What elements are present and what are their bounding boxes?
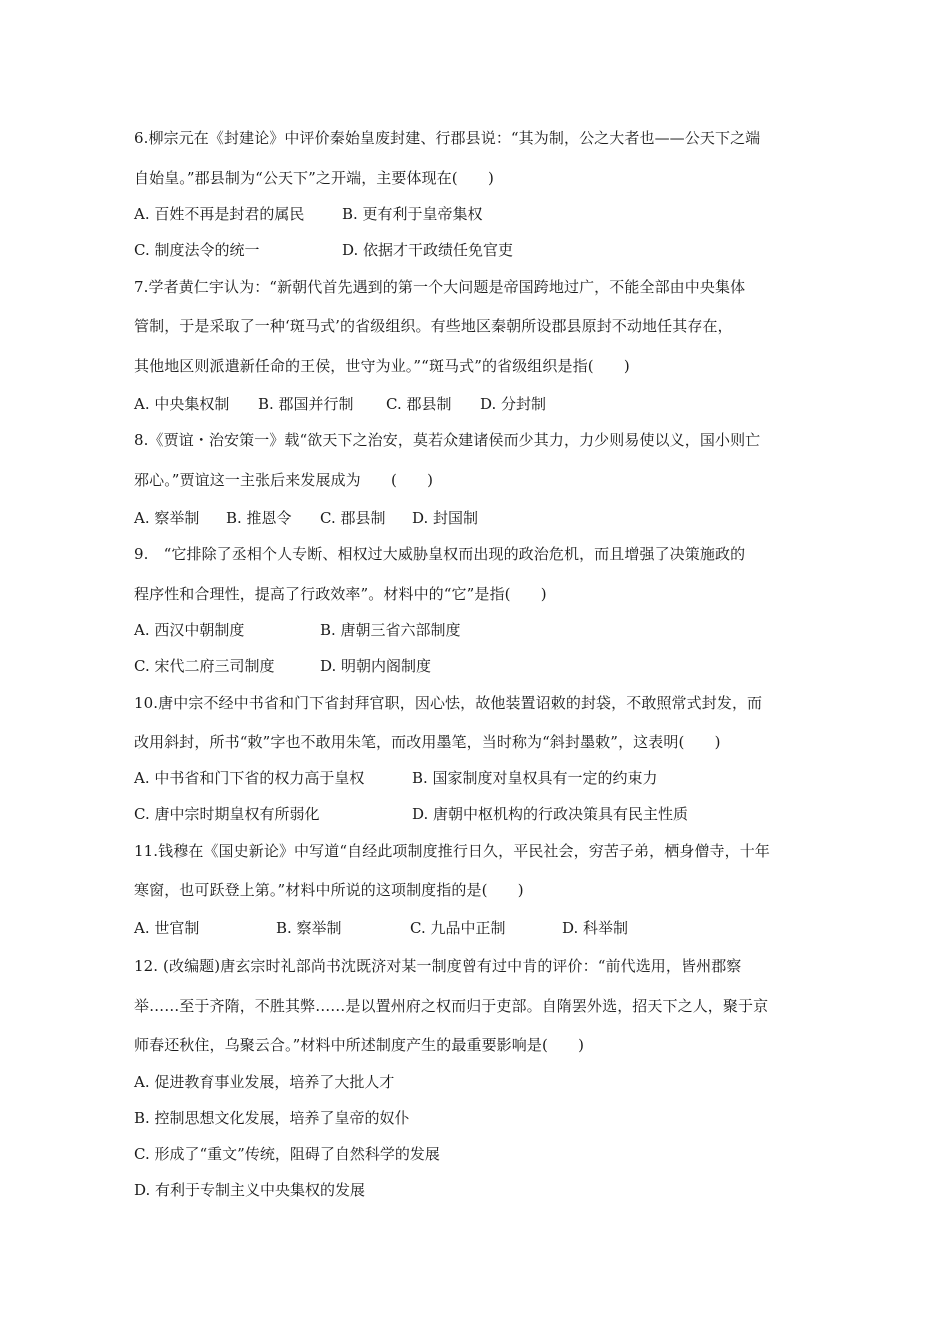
q11-line-2: 寒窗，也可跃登上第。”材料中所说的这项制度指的是( )	[134, 881, 524, 899]
q7-line-3: 其他地区则派遣新任命的王侯，世守为业。”“斑马式”的省级组织是指( )	[134, 357, 630, 375]
q9-line-2: 程序性和合理性，提高了行政效率”。材料中的“它”是指( )	[134, 585, 547, 603]
q6-option-d: D. 依据才干政绩任免官吏	[342, 241, 514, 259]
q6-option-c: C. 制度法令的统一	[134, 241, 260, 259]
q9-option-d: D. 明朝内阁制度	[320, 657, 432, 675]
q6-line-1: 6.柳宗元在《封建论》中评价秦始皇废封建、行郡县说：“其为制，公之大者也——公天下之端	[134, 129, 761, 147]
q8-line-1: 8.《贾谊・治安策一》载“欲天下之治安，莫若众建诸侯而少其力，力少则易使以义，国小则亡	[134, 431, 761, 449]
q12-option-d: D. 有利于专制主义中央集权的发展	[134, 1181, 366, 1199]
q8-option-a: A. 察举制	[134, 509, 200, 527]
q8-option-b: B. 推恩令	[226, 509, 292, 527]
q11-option-d: D. 科举制	[562, 919, 629, 937]
q12-line-1: 12. (改编题)唐玄宗时礼部尚书沈既济对某一制度曾有过中肯的评价：“前代选用，皆州郡察	[134, 957, 742, 975]
q9-option-c: C. 宋代二府三司制度	[134, 657, 275, 675]
q10-option-a: A. 中书省和门下省的权力高于皇权	[134, 769, 365, 787]
q10-line-1: 10.唐中宗不经中书省和门下省封拜官职，因心怯，故他装置诏敕的封袋，不敢照常式封发，而	[134, 694, 763, 712]
q8-option-c: C. 郡县制	[320, 509, 386, 527]
q11-line-1: 11.钱穆在《国史新论》中写道“自经此项制度推行日久，平民社会，穷苦子弟，栖身僧寺，十年	[134, 842, 770, 860]
q6-option-b: B. 更有利于皇帝集权	[342, 205, 483, 223]
q10-option-d: D. 唐朝中枢机构的行政决策具有民主性质	[412, 805, 689, 823]
q7-option-c: C. 郡县制	[386, 395, 452, 413]
q8-option-d: D. 封国制	[412, 509, 479, 527]
q9-option-a: A. 西汉中朝制度	[134, 621, 245, 639]
q12-option-b: B. 控制思想文化发展，培养了皇帝的奴仆	[134, 1109, 410, 1127]
q12-option-c: C. 形成了“重文”传统，阻碍了自然科学的发展	[134, 1145, 440, 1163]
q11-option-a: A. 世官制	[134, 919, 200, 937]
q9-line-1: 9. “它排除了丞相个人专断、相权过大威胁皇权而出现的政治危机，而且增强了决策施政的	[134, 545, 746, 563]
q7-line-1: 7.学者黄仁宇认为：“新朝代首先遇到的第一个大问题是帝国跨地过广，不能全部由中央集体	[134, 278, 746, 296]
q8-line-2: 邪心。”贾谊这一主张后来发展成为 ( )	[134, 471, 434, 489]
q9-option-b: B. 唐朝三省六部制度	[320, 621, 461, 639]
q12-option-a: A. 促进教育事业发展，培养了大批人才	[134, 1073, 395, 1091]
q7-line-2: 管制，于是采取了一种‘斑马式’的省级组织。有些地区秦朝所设郡县原封不动地任其存在，	[134, 317, 733, 335]
q7-option-b: B. 郡国并行制	[258, 395, 354, 413]
q12-line-2: 举……至于齐隋，不胜其弊……是以置州府之权而归于吏部。自隋罢外选，招天下之人，聚于京	[134, 997, 769, 1015]
q11-option-c: C. 九品中正制	[410, 919, 506, 937]
q11-option-b: B. 察举制	[276, 919, 342, 937]
q10-option-c: C. 唐中宗时期皇权有所弱化	[134, 805, 320, 823]
q6-line-2: 自始皇。”郡县制为“公天下”之开端，主要体现在( )	[134, 169, 494, 187]
q6-option-a: A. 百姓不再是封君的属民	[134, 205, 305, 223]
q10-line-2: 改用斜封，所书“敕”字也不敢用朱笔，而改用墨笔，当时称为“斜封墨敕”，这表明( )	[134, 733, 721, 751]
q10-option-b: B. 国家制度对皇权具有一定的约束力	[412, 769, 658, 787]
q7-option-a: A. 中央集权制	[134, 395, 230, 413]
q12-line-3: 师春还秋住，乌聚云合。”材料中所述制度产生的最重要影响是( )	[134, 1036, 585, 1054]
q7-option-d: D. 分封制	[480, 395, 547, 413]
